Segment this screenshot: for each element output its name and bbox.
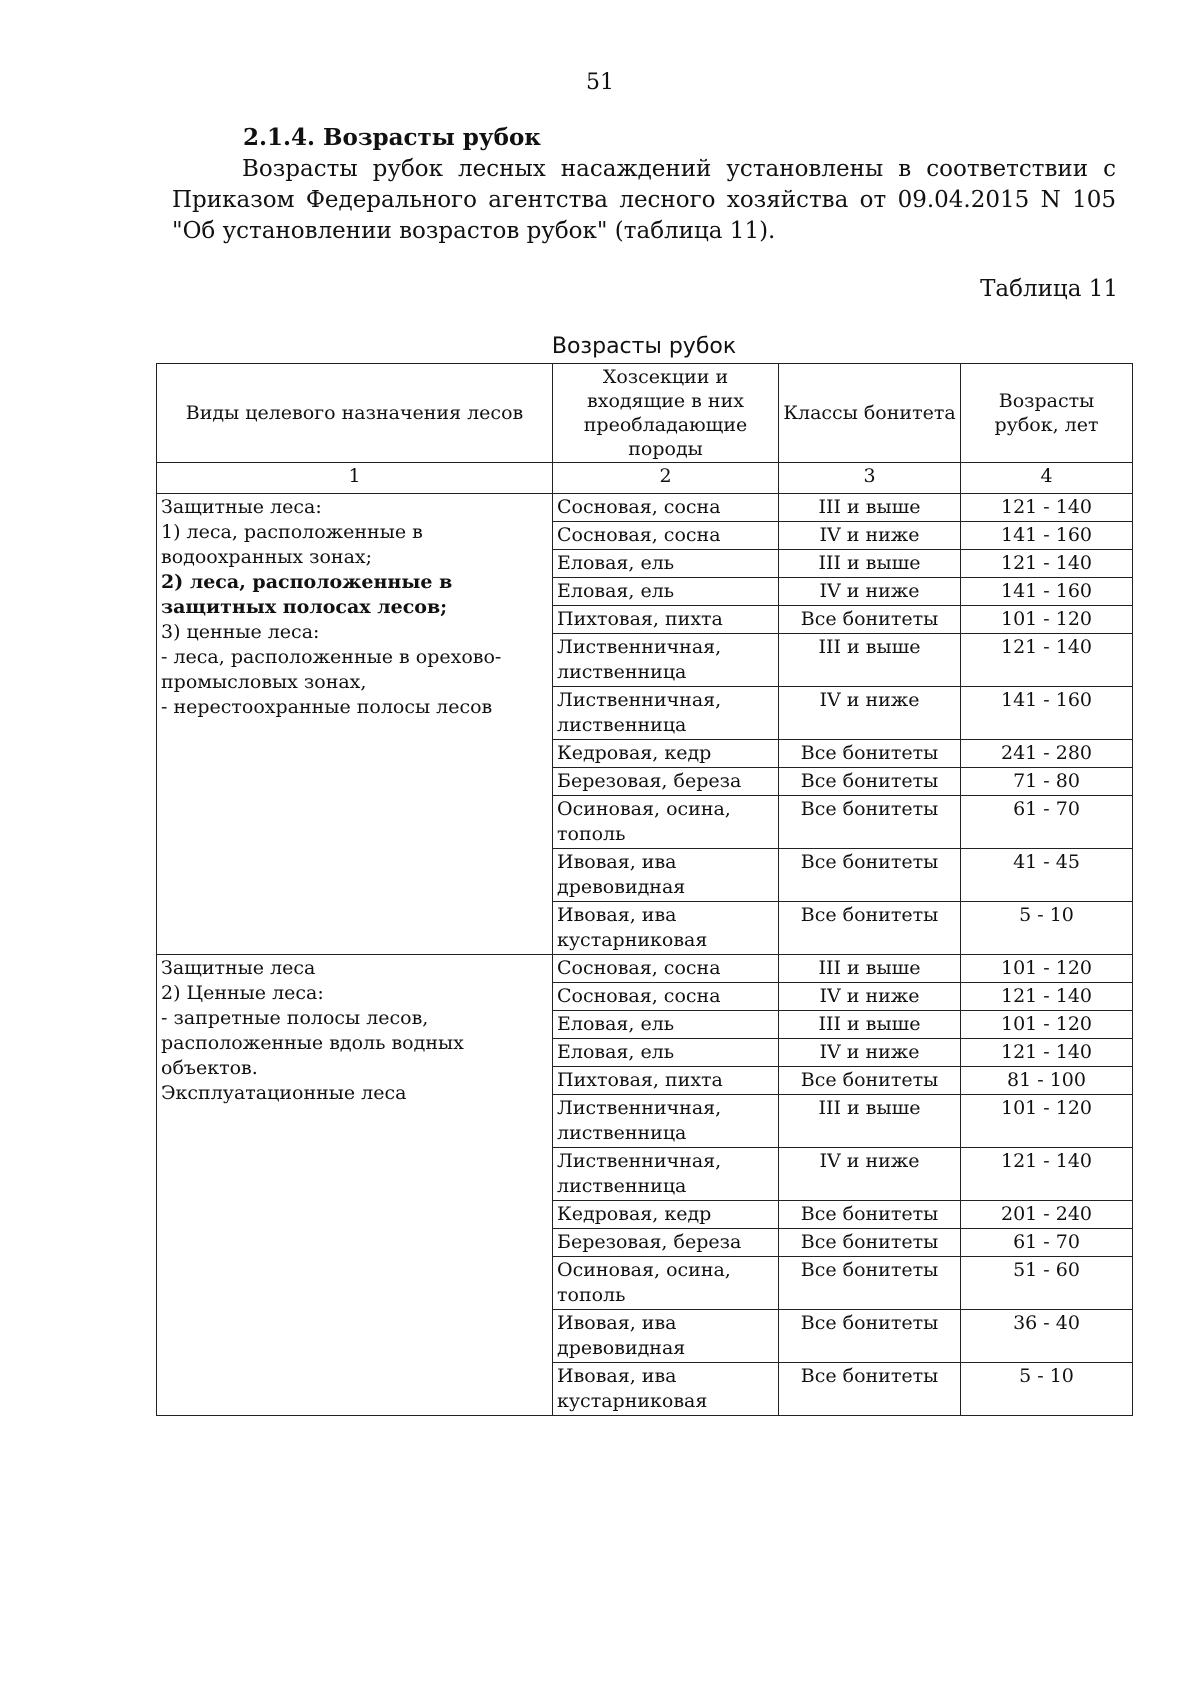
age-cell: 101 - 120	[961, 1011, 1133, 1039]
age-cell: 121 - 140	[961, 1039, 1133, 1067]
age-cell: 61 - 70	[961, 1229, 1133, 1257]
bonitet-cell: III и выше	[779, 1011, 961, 1039]
table-row	[157, 955, 1133, 983]
purpose-line: - леса, расположенные в орехово-промысловых зонах,	[161, 646, 502, 693]
bonitet-cell: III и выше	[779, 634, 961, 687]
section-cell: Сосновая, сосна	[553, 983, 779, 1011]
bonitet-cell: Все бонитеты	[779, 768, 961, 796]
section-cell: Ивовая, ива кустарниковая	[553, 1363, 779, 1416]
age-cell: 241 - 280	[961, 740, 1133, 768]
bonitet-cell: Все бонитеты	[779, 849, 961, 902]
table-number: Таблица 11	[980, 276, 1118, 302]
column-number: 3	[779, 463, 961, 494]
age-cell: 101 - 120	[961, 955, 1133, 983]
section-cell: Кедровая, кедр	[553, 740, 779, 768]
bonitet-cell: IV и ниже	[779, 578, 961, 606]
age-cell: 141 - 160	[961, 578, 1133, 606]
bonitet-cell: III и выше	[779, 494, 961, 522]
age-cell: 121 - 140	[961, 983, 1133, 1011]
age-cell: 141 - 160	[961, 687, 1133, 740]
age-cell: 101 - 120	[961, 1095, 1133, 1148]
section-heading: 2.1.4. Возрасты рубок	[243, 124, 541, 151]
table-header-row	[157, 364, 1133, 463]
section-cell: Сосновая, сосна	[553, 955, 779, 983]
purpose-line: 2) леса, расположенные в защитных полосах лесов;	[161, 571, 453, 618]
bonitet-cell: III и выше	[779, 955, 961, 983]
header-bonitet: Классы бонитета	[779, 364, 961, 463]
bonitet-cell: IV и ниже	[779, 1148, 961, 1201]
bonitet-cell: IV и ниже	[779, 522, 961, 550]
cutting-ages-table	[156, 363, 1133, 1416]
section-cell: Ивовая, ива кустарниковая	[553, 902, 779, 955]
column-number: 1	[157, 463, 553, 494]
section-cell: Сосновая, сосна	[553, 522, 779, 550]
bonitet-cell: Все бонитеты	[779, 1310, 961, 1363]
bonitet-cell: Все бонитеты	[779, 796, 961, 849]
column-number: 2	[553, 463, 779, 494]
purpose-cell	[157, 494, 553, 955]
table-row	[157, 494, 1133, 522]
section-cell: Осиновая, осина, тополь	[553, 1257, 779, 1310]
header-sections: Хозсекции и входящие в них преобладающие породы	[553, 364, 779, 463]
purpose-line: Защитные леса	[161, 957, 316, 979]
age-cell: 5 - 10	[961, 902, 1133, 955]
section-cell: Пихтовая, пихта	[553, 606, 779, 634]
intro-paragraph: Возрасты рубок лесных насаждений установлены в соответствии с Приказом Федерального агентства лесного хозяйства от 09.04.2015 N 105 "Об установлении возрастов рубок" (таблица 11).	[172, 156, 1116, 244]
bonitet-cell: IV и ниже	[779, 687, 961, 740]
section-cell: Еловая, ель	[553, 578, 779, 606]
bonitet-cell: Все бонитеты	[779, 1363, 961, 1416]
bonitet-cell: IV и ниже	[779, 1039, 961, 1067]
column-number-row	[157, 463, 1133, 494]
purpose-line: - нерестоохранные полосы лесов	[161, 696, 493, 718]
age-cell: 121 - 140	[961, 634, 1133, 687]
bonitet-cell: Все бонитеты	[779, 740, 961, 768]
bonitet-cell: IV и ниже	[779, 983, 961, 1011]
age-cell: 61 - 70	[961, 796, 1133, 849]
age-cell: 121 - 140	[961, 1148, 1133, 1201]
table-caption: Возрасты рубок	[551, 334, 737, 359]
age-cell: 36 - 40	[961, 1310, 1133, 1363]
section-cell: Лиственничная, лиственница	[553, 687, 779, 740]
purpose-line: 3) ценные леса:	[161, 621, 320, 643]
age-cell: 41 - 45	[961, 849, 1133, 902]
section-cell: Еловая, ель	[553, 1039, 779, 1067]
bonitet-cell: Все бонитеты	[779, 606, 961, 634]
section-cell: Лиственничная, лиственница	[553, 1148, 779, 1201]
section-cell: Ивовая, ива древовидная	[553, 849, 779, 902]
age-cell: 201 - 240	[961, 1201, 1133, 1229]
bonitet-cell: Все бонитеты	[779, 1257, 961, 1310]
purpose-cell	[157, 955, 553, 1416]
page-number: 51	[586, 70, 614, 95]
age-cell: 81 - 100	[961, 1067, 1133, 1095]
bonitet-cell: III и выше	[779, 550, 961, 578]
bonitet-cell: Все бонитеты	[779, 1229, 961, 1257]
purpose-line: - запретные полосы лесов, расположенные вдоль водных объектов.	[161, 1007, 464, 1079]
purpose-line: Эксплуатационные леса	[161, 1082, 407, 1104]
age-cell: 71 - 80	[961, 768, 1133, 796]
bonitet-cell: Все бонитеты	[779, 1067, 961, 1095]
header-ages: Возрасты рубок, лет	[961, 364, 1133, 463]
section-cell: Березовая, береза	[553, 1229, 779, 1257]
bonitet-cell: III и выше	[779, 1095, 961, 1148]
age-cell: 101 - 120	[961, 606, 1133, 634]
section-cell: Кедровая, кедр	[553, 1201, 779, 1229]
section-cell: Еловая, ель	[553, 550, 779, 578]
age-cell: 5 - 10	[961, 1363, 1133, 1416]
age-cell: 121 - 140	[961, 494, 1133, 522]
section-cell: Березовая, береза	[553, 768, 779, 796]
purpose-line: Защитные леса:	[161, 496, 322, 518]
purpose-line: 2) Ценные леса:	[161, 982, 324, 1004]
bonitet-cell: Все бонитеты	[779, 902, 961, 955]
section-cell: Пихтовая, пихта	[553, 1067, 779, 1095]
age-cell: 51 - 60	[961, 1257, 1133, 1310]
header-purpose: Виды целевого назначения лесов	[157, 364, 553, 463]
column-number: 4	[961, 463, 1133, 494]
section-cell: Ивовая, ива древовидная	[553, 1310, 779, 1363]
section-cell: Еловая, ель	[553, 1011, 779, 1039]
age-cell: 141 - 160	[961, 522, 1133, 550]
section-cell: Лиственничная, лиственница	[553, 634, 779, 687]
section-cell: Лиственничная, лиственница	[553, 1095, 779, 1148]
section-cell: Осиновая, осина, тополь	[553, 796, 779, 849]
section-cell: Сосновая, сосна	[553, 494, 779, 522]
bonitet-cell: Все бонитеты	[779, 1201, 961, 1229]
age-cell: 121 - 140	[961, 550, 1133, 578]
purpose-line: 1) леса, расположенные в водоохранных зонах;	[161, 521, 423, 568]
